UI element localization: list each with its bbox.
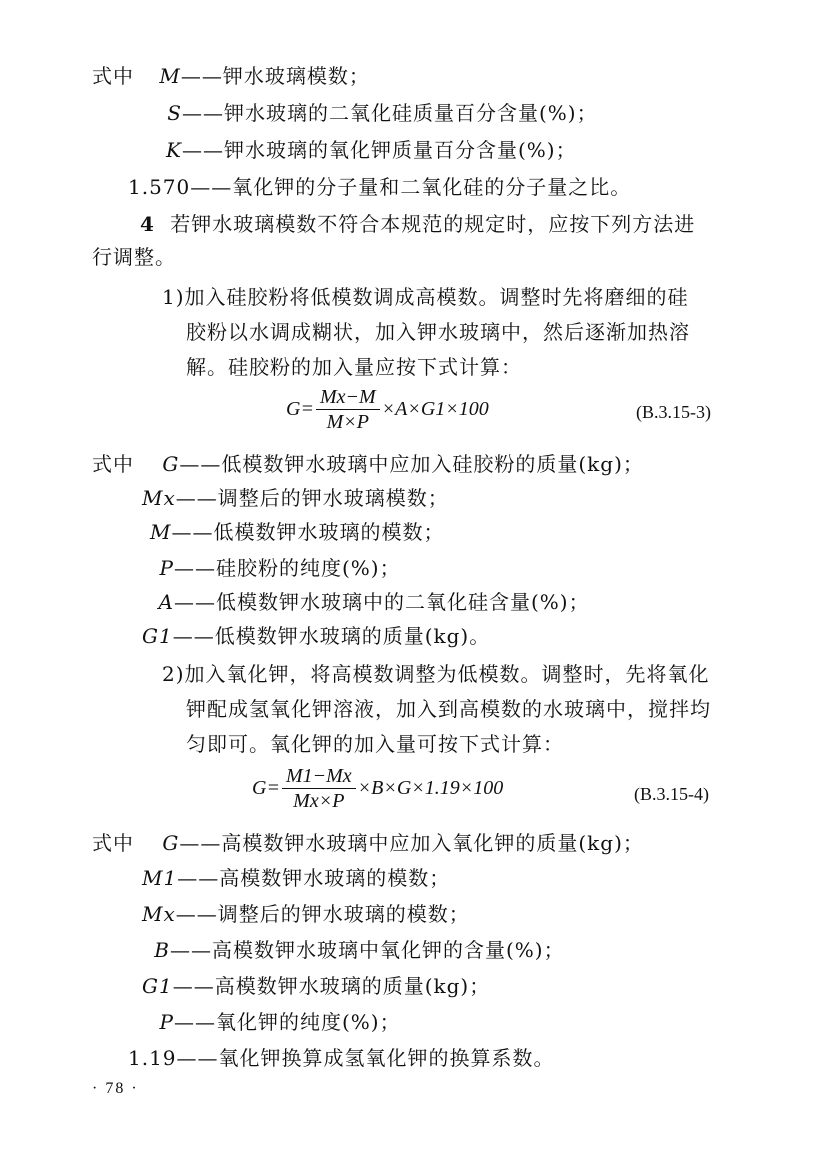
step-line xyxy=(186,318,690,346)
formula xyxy=(252,764,503,813)
page-number: · 78 · xyxy=(92,1080,139,1097)
definition-text: 钾水玻璃模数； xyxy=(222,64,370,88)
definition-line xyxy=(162,99,598,127)
definition-line xyxy=(150,518,444,546)
item-text: 行调整。 xyxy=(92,245,176,269)
definition-text: 低模数钾水玻璃中应加入硅胶粉的质量(kg)； xyxy=(221,452,644,476)
definition-symbol: M xyxy=(150,520,172,544)
step-line xyxy=(186,353,522,381)
fraction-numerator: Mx−M xyxy=(316,385,380,410)
definition-text: 钾水玻璃的氧化钾质量百分含量(%)； xyxy=(224,138,577,162)
item-text: 若钾水玻璃模数不符合本规范的规定时，应按下列方法进 xyxy=(170,212,696,236)
item-line xyxy=(140,210,695,238)
definition-symbol: 1.19 xyxy=(128,1046,177,1070)
step-text: 钾配成氢氧化钾溶液，加入到高模数的水玻璃中，搅拌均 xyxy=(186,697,711,721)
formula-rhs: ×A×G1×100 xyxy=(381,398,489,420)
definition-line xyxy=(162,136,577,164)
definition-text: 氧化钾的分子量和二氧化硅的分子量之比。 xyxy=(232,175,632,199)
step-line xyxy=(162,283,689,311)
definition-dash: —— xyxy=(177,866,220,890)
definition-symbol: G1 xyxy=(142,624,173,648)
definition-line xyxy=(142,484,449,512)
definition-symbol: G xyxy=(162,452,180,476)
definition-symbol: B xyxy=(154,938,170,962)
step-text: 2)加入氧化钾，将高模数调整为低模数。调整时，先将氧化 xyxy=(162,662,710,686)
definition-line xyxy=(128,1044,555,1072)
definition-text: 低模数钾水玻璃中的二氧化硅含量(%)； xyxy=(216,590,590,614)
definition-symbol: Mx xyxy=(142,902,176,926)
step-text: 1)加入硅胶粉将低模数调成高模数。调整时先将磨细的硅 xyxy=(162,285,689,309)
item-line xyxy=(92,243,176,271)
definition-symbol: M1 xyxy=(142,866,178,890)
formula-lhs: G= xyxy=(252,777,280,799)
definition-dash: —— xyxy=(179,831,222,855)
fraction-denominator: M×P xyxy=(326,411,369,433)
definition-prefix: 式中 xyxy=(92,452,134,476)
definition-text: 低模数钾水玻璃的质量(kg)。 xyxy=(214,624,491,648)
equation-number: (B.3.15-3) xyxy=(636,402,711,422)
step-line xyxy=(162,660,710,688)
definition-line xyxy=(92,62,370,90)
step-text: 解。硅胶粉的加入量应按下式计算： xyxy=(186,355,522,379)
definition-dash: —— xyxy=(175,902,218,926)
definition-symbol: S xyxy=(167,101,182,125)
definition-line xyxy=(142,622,490,650)
definition-symbol: G1 xyxy=(142,974,173,998)
definition-text: 调整后的钾水玻璃模数； xyxy=(217,486,449,510)
fraction-denominator: Mx×P xyxy=(293,790,345,812)
definition-dash: —— xyxy=(172,974,215,998)
definition-symbol: A xyxy=(158,590,174,614)
definition-symbol: K xyxy=(166,138,182,162)
definition-text: 氧化钾换算成氢氧化钾的换算系数。 xyxy=(218,1046,555,1070)
formula-rhs: ×B×G×1.19×100 xyxy=(357,777,504,799)
step-text: 胶粉以水调成糊状，加入钾水玻璃中，然后逐渐加热溶 xyxy=(186,320,690,344)
definition-dash: —— xyxy=(174,1010,216,1034)
definition-text: 硅胶粉的纯度(%)； xyxy=(216,556,401,580)
definition-text: 高模数钾水玻璃中应加入氧化钾的质量(kg)； xyxy=(221,831,644,855)
definition-dash: —— xyxy=(182,101,224,125)
definition-line xyxy=(142,972,490,1000)
definition-text: 高模数钾水玻璃的质量(kg)； xyxy=(214,974,491,998)
step-text: 匀即可。氧化钾的加入量可按下式计算： xyxy=(186,732,564,756)
definition-text: 调整后的钾水玻璃的模数； xyxy=(217,902,470,926)
definition-dash: —— xyxy=(190,175,233,199)
definition-line xyxy=(142,900,470,928)
definition-dash: —— xyxy=(176,1046,219,1070)
fraction xyxy=(316,385,380,434)
definition-dash: —— xyxy=(170,938,212,962)
definition-text: 高模数钾水玻璃中氧化钾的含量(%)； xyxy=(212,938,565,962)
definition-dash: —— xyxy=(180,64,223,88)
definition-line xyxy=(150,936,565,964)
definition-symbol: 1.570 xyxy=(128,175,191,199)
step-line xyxy=(186,730,564,758)
definition-symbol: M xyxy=(159,64,181,88)
definition-text: 低模数钾水玻璃的模数； xyxy=(213,520,445,544)
definition-dash: —— xyxy=(182,138,224,162)
definition-line xyxy=(154,588,590,616)
definition-dash: —— xyxy=(174,556,216,580)
formula-lhs: G= xyxy=(286,398,314,420)
definition-line xyxy=(142,864,450,892)
definition-line xyxy=(154,1008,401,1036)
definition-dash: —— xyxy=(171,520,214,544)
definition-line xyxy=(128,173,631,201)
definition-symbol: P xyxy=(159,1010,174,1034)
step-line xyxy=(186,695,711,723)
definition-line xyxy=(92,829,644,857)
fraction xyxy=(282,764,356,813)
definition-dash: —— xyxy=(172,624,215,648)
definition-text: 氧化钾的纯度(%)； xyxy=(216,1010,401,1034)
definition-prefix: 式中 xyxy=(92,831,134,855)
definition-prefix: 式中 xyxy=(92,64,134,88)
definition-dash: —— xyxy=(179,452,222,476)
definition-line xyxy=(92,450,644,478)
fraction-numerator: M1−Mx xyxy=(282,764,356,789)
definition-symbol: Mx xyxy=(142,486,176,510)
formula xyxy=(286,385,489,434)
definition-text: 钾水玻璃的二氧化硅质量百分含量(%)； xyxy=(224,101,598,125)
definition-symbol: P xyxy=(159,556,174,580)
item-number: 4 xyxy=(140,212,155,236)
definition-dash: —— xyxy=(175,486,218,510)
definition-dash: —— xyxy=(174,590,216,614)
definition-line xyxy=(154,554,401,582)
definition-symbol: G xyxy=(162,831,180,855)
definition-text: 高模数钾水玻璃的模数； xyxy=(219,866,451,890)
equation-number: (B.3.15-4) xyxy=(634,784,709,804)
